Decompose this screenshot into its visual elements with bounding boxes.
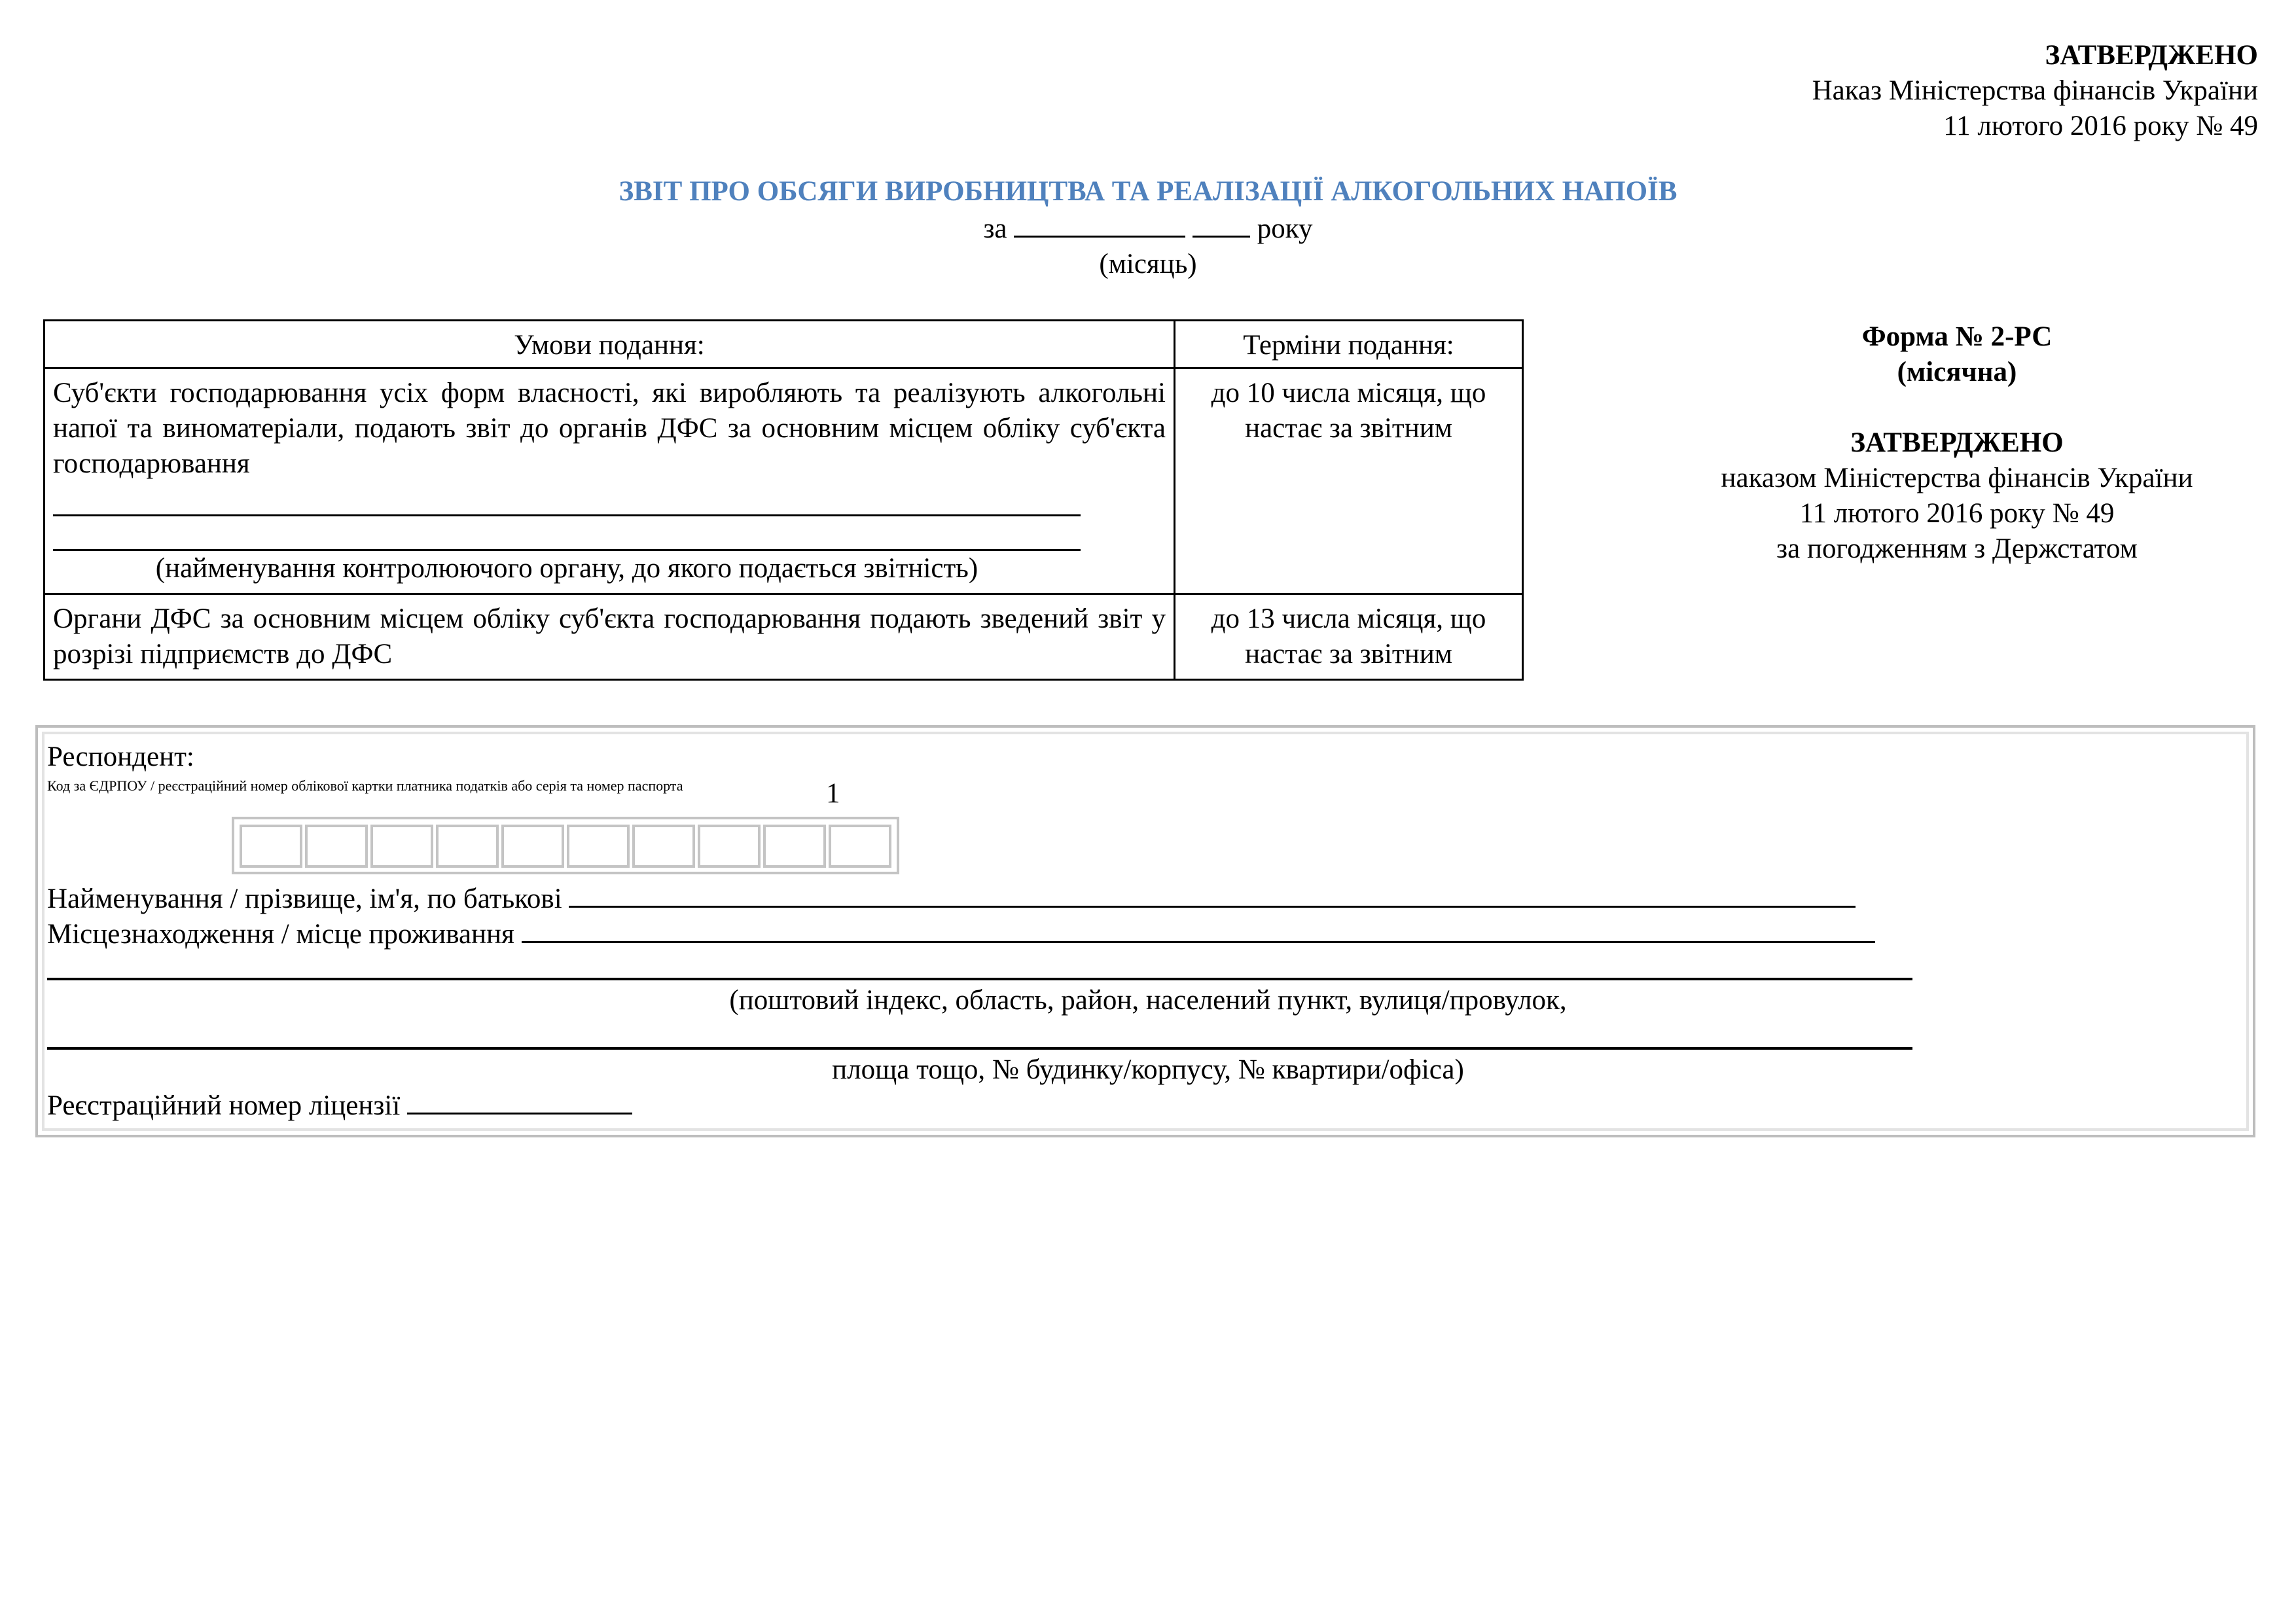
table-row	[45, 368, 1523, 594]
code-digit-cell[interactable]	[698, 825, 761, 868]
header-conditions: Умови подання:	[45, 321, 1175, 368]
form-approved-line-3: за погодженням з Держстатом	[1776, 533, 2138, 564]
respondent-label: Респондент:	[47, 741, 194, 772]
form-approved-line-1: наказом Міністерства фінансів України	[1721, 463, 2193, 493]
code-digit-cell[interactable]	[829, 825, 891, 868]
header-terms: Терміни подання:	[1175, 321, 1523, 368]
condition-text: Суб'єкти господарювання усіх форм власності, які виробляють та реалізують алкогольні напої та виноматеріали, подають звіт до органів ДФС за основним місцем обліку суб'єкта господарювання	[53, 378, 1166, 479]
condition-cell	[45, 368, 1175, 594]
address-field-line-1[interactable]	[47, 978, 1912, 980]
report-title-block	[0, 174, 2296, 282]
code-label: Код за ЄДРПОУ / реєстраційний номер облікової картки платника податків або серія та номер паспорта	[47, 777, 683, 794]
period-prefix: за	[983, 213, 1007, 244]
approval-line-2: 11 лютого 2016 року № 49	[1943, 111, 2258, 141]
condition-cell: Органи ДФС за основним місцем обліку суб'єкта господарювання подають зведений звіт у розрізі підприємств до ДФС	[45, 594, 1175, 680]
approval-stamp-top	[1342, 38, 2258, 144]
address-caption-2: площа тощо, № будинку/корпусу, № квартири/офіса)	[832, 1054, 1464, 1085]
license-label: Реєстраційний номер ліцензії	[47, 1090, 401, 1121]
license-row	[47, 1086, 632, 1124]
term-cell: до 10 числа місяця, що настає за звітним	[1175, 368, 1523, 594]
code-digit-cell[interactable]	[305, 825, 368, 868]
approval-line-1: Наказ Міністерства фінансів України	[1812, 75, 2258, 106]
period-suffix: року	[1257, 213, 1313, 244]
code-digit-cell[interactable]	[632, 825, 695, 868]
table-header-row	[45, 321, 1523, 368]
form-number: Форма № 2-РС	[1861, 321, 2053, 352]
name-field[interactable]	[569, 880, 1856, 908]
code-digit-cell[interactable]	[436, 825, 499, 868]
month-field[interactable]	[1014, 209, 1185, 238]
authority-field-line-2[interactable]	[53, 516, 1081, 551]
form-periodicity: (місячна)	[1897, 357, 2017, 387]
code-footnote: 1	[826, 778, 840, 809]
authority-caption: (найменування контролюючого органу, до якого подається звітність)	[155, 553, 978, 584]
code-digit-cell[interactable]	[240, 825, 302, 868]
authority-field-line-1[interactable]	[53, 482, 1081, 516]
name-label: Найменування / прізвище, ім'я, по батькові	[47, 883, 562, 914]
address-caption-1: (поштовий індекс, область, район, населений пункт, вулиця/провулок,	[729, 985, 1567, 1016]
report-title: ЗВІТ ПРО ОБСЯГИ ВИРОБНИЦТВА ТА РЕАЛІЗАЦІЇ АЛКОГОЛЬНИХ НАПОЇВ	[619, 176, 1677, 207]
period-caption: (місяць)	[1099, 249, 1197, 279]
approval-label: ЗАТВЕРДЖЕНО	[2045, 40, 2258, 71]
submission-conditions-table	[43, 319, 1524, 681]
report-period	[0, 209, 2296, 247]
year-field[interactable]	[1193, 209, 1250, 238]
code-digit-cell[interactable]	[370, 825, 433, 868]
name-row	[47, 880, 1856, 917]
location-field[interactable]	[522, 915, 1875, 943]
code-digit-cell[interactable]	[763, 825, 826, 868]
code-digit-cell[interactable]	[501, 825, 564, 868]
form-number-block	[1564, 319, 2296, 567]
form-approved-line-2: 11 лютого 2016 року № 49	[1799, 498, 2115, 529]
term-cell: до 13 числа місяця, що настає за звітним	[1175, 594, 1523, 680]
form-approved-label: ЗАТВЕРДЖЕНО	[1850, 427, 2064, 458]
code-input-grid[interactable]	[232, 817, 899, 874]
code-digit-cell[interactable]	[567, 825, 630, 868]
license-field[interactable]	[407, 1086, 632, 1115]
location-label: Місцезнаходження / місце проживання	[47, 919, 514, 950]
location-row	[47, 915, 1875, 952]
address-field-line-2[interactable]	[47, 1047, 1912, 1050]
table-row	[45, 594, 1523, 680]
